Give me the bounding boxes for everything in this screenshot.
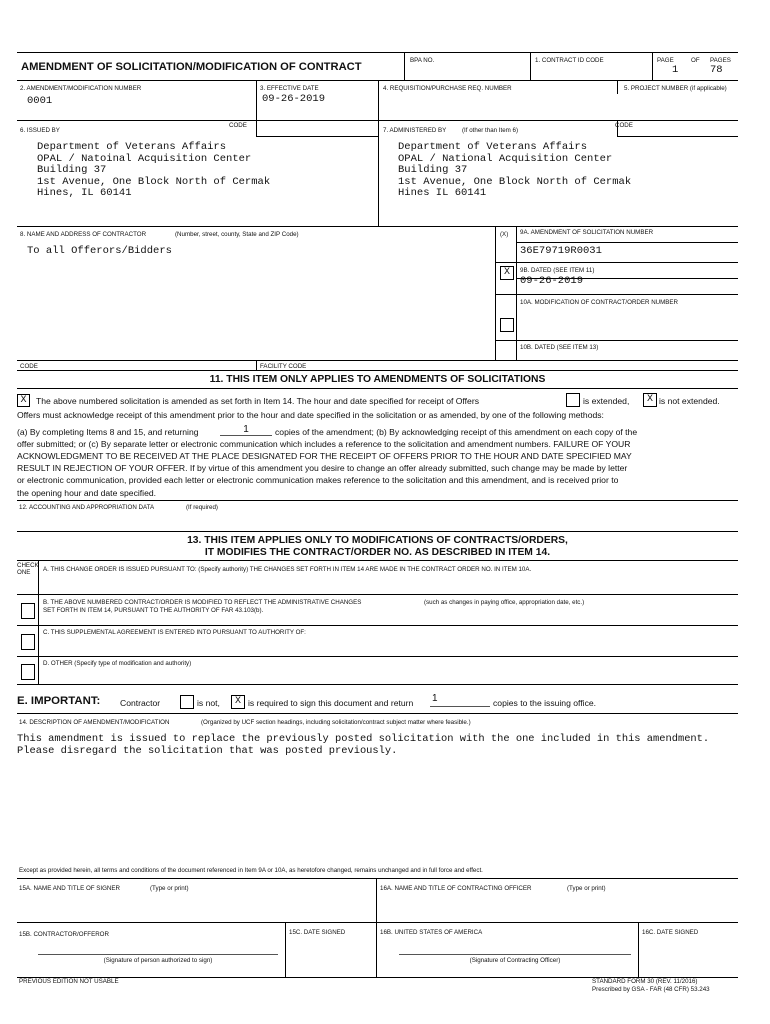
- item11-line3a: (a) By completing Items 8 and 15, and returning: [17, 427, 199, 437]
- important-copies-text: copies to the issuing office.: [493, 698, 597, 708]
- item11-line8: the opening hour and date specified.: [17, 488, 157, 498]
- contractor-field[interactable]: To all Offerors/Bidders: [27, 245, 172, 257]
- signer-note: (Type or print): [150, 885, 189, 892]
- issued-by-field[interactable]: Department of Veterans Affairs OPAL / Natoinal Acquisition Center Building 37 1st Avenue, One Block North of Cermak Hines, IL 60141: [37, 141, 271, 199]
- checkbox-not-extended[interactable]: X: [643, 393, 657, 407]
- description-label: 14. DESCRIPTION OF AMENDMENT/MODIFICATION: [19, 719, 170, 726]
- officer-note: (Type or print): [567, 885, 606, 892]
- item11-line2: Offers must acknowledge receipt of this amendment prior to the hour and date specified in the solicitation or as amended, by one of the following methods:: [17, 410, 604, 420]
- check-one-label: CHECK ONE: [17, 562, 39, 576]
- item13-heading2: IT MODIFIES THE CONTRACT/ORDER NO. AS DESCRIBED IN ITEM 14.: [204, 547, 551, 558]
- issued-code-label: CODE: [229, 122, 247, 129]
- item11-line5: ACKNOWLEDGMENT TO BE RECEIVED AT THE PLACE DESIGNATED FOR THE RECEIPT OF OFFERS PRIOR TO THE HOUR AND DATE SPECIFIED MAY: [17, 451, 632, 461]
- dated-10b-label: 10B. DATED (SEE ITEM 13): [520, 344, 599, 351]
- item11-line3b: copies of the amendment; (b) By acknowledging receipt of this amendment on each copy of the: [275, 427, 638, 437]
- important-label: E. IMPORTANT:: [17, 695, 101, 707]
- important-copies-field[interactable]: 1: [432, 693, 438, 704]
- option-b-text1: B. THE ABOVE NUMBERED CONTRACT/ORDER IS MODIFIED TO REFLECT THE ADMINISTRATIVE CHANGES: [43, 599, 362, 606]
- amendment-number-label: 2. AMENDMENT/MODIFICATION NUMBER: [20, 85, 142, 92]
- checkbox-9a[interactable]: X: [500, 266, 514, 280]
- item11-line7: or electronic communication, provided each letter or electronic communication makes reference to the solicitation and this amendment, and is received prior to: [17, 475, 619, 485]
- date-signed-16c: 16C. DATE SIGNED: [642, 929, 699, 936]
- signer-label: 15A. NAME AND TITLE OF SIGNER: [19, 885, 120, 892]
- signature-person-label: (Signature of person authorized to sign): [103, 957, 213, 964]
- project-number-label: 5. PROJECT NUMBER (if applicable): [624, 85, 727, 92]
- amend-sol-label: 9A. AMENDMENT OF SOLICITATION NUMBER: [520, 229, 654, 236]
- effective-date-field[interactable]: 09-26-2019: [262, 93, 326, 105]
- option-d-text: D. OTHER (Specify type of modification and authority): [43, 660, 192, 667]
- officer-label: 16A. NAME AND TITLE OF CONTRACTING OFFICER: [380, 885, 532, 892]
- description-note: (Organized by UCF section headings, including solicitation/contract subject matter where feasible.): [201, 719, 471, 726]
- dated-9b-label: 9B. DATED (SEE ITEM 11): [520, 267, 595, 274]
- option-c-text: C. THIS SUPPLEMENTAL AGREEMENT IS ENTERED INTO PURSUANT TO AUTHORITY OF:: [43, 629, 306, 636]
- checkbox-extended[interactable]: [566, 393, 580, 407]
- item11-line4: offer submitted; or (c) By separate letter or electronic communication which includes a reference to the solicitation and amendment numbers. FAILURE OF YOUR: [17, 439, 631, 449]
- accounting-note: (If required): [186, 504, 218, 511]
- copies-field[interactable]: 1: [243, 424, 249, 435]
- bpa-label: BPA NO.: [410, 57, 435, 64]
- date-signed-15c: 15C. DATE SIGNED: [289, 929, 346, 936]
- option-b-note: (such as changes in paying office, appropriation date, etc.): [424, 599, 585, 606]
- contractor-label: 8. NAME AND ADDRESS OF CONTRACTOR: [20, 231, 147, 238]
- accounting-label: 12. ACCOUNTING AND APPROPRIATION DATA: [19, 504, 155, 511]
- contract-id-label: 1. CONTRACT ID CODE: [535, 57, 604, 64]
- issued-by-label: 6. ISSUED BY: [20, 127, 60, 134]
- form-title: AMENDMENT OF SOLICITATION/MODIFICATION OF CONTRACT: [21, 61, 362, 73]
- item13-heading1: 13. THIS ITEM APPLIES ONLY TO MODIFICATIONS OF CONTRACTS/ORDERS,: [187, 535, 568, 546]
- contractor-note: (Number, street, county, State and ZIP Code): [175, 231, 299, 238]
- administered-by-field[interactable]: Department of Veterans Affairs OPAL / National Acquisition Center Building 37 1st Avenue, One Block North of Cermak Hines IL 60141: [398, 141, 632, 199]
- amended-text: The above numbered solicitation is amended as set forth in Item 14. The hour and date specified for receipt of Offers: [36, 396, 479, 406]
- description-field[interactable]: This amendment is issued to replace the previously posted solicitation with the one included in this amendment. Please disregard the solicitation that was posted previously.: [17, 733, 710, 757]
- page-label: PAGE: [657, 57, 674, 64]
- checkbox-amended[interactable]: X: [17, 394, 30, 407]
- mod-10a-label: 10A. MODIFICATION OF CONTRACT/ORDER NUMBER: [520, 299, 679, 306]
- option-b-text2: SET FORTH IN ITEM 14, PURSUANT TO THE AUTHORITY OF FAR 43.103(b).: [43, 607, 264, 614]
- standard-form: STANDARD FORM 30 (REV. 11/2016): [592, 978, 698, 985]
- of-label: OF: [691, 57, 700, 64]
- extended-text: is extended,: [583, 396, 630, 406]
- pages-label: PAGES: [710, 57, 731, 64]
- option-a-text: A. THIS CHANGE ORDER IS ISSUED PURSUANT TO: (Specify authority) THE CHANGES SET FORTH IN ITEM 14 ARE MADE IN THE CONTRACT ORDER NO. IN ITEM 10A.: [43, 566, 532, 573]
- checkbox-option-c[interactable]: [21, 634, 35, 650]
- prescribed-by: Prescribed by GSA - FAR (48 CFR) 53.243: [592, 986, 710, 993]
- important-is-not: is not,: [197, 698, 220, 708]
- dated-9b-field[interactable]: 09-26-2019: [520, 275, 584, 287]
- contractor-offeror-label: 15B. CONTRACTOR/OFFEROR: [19, 931, 109, 938]
- item11-heading: 11. THIS ITEM ONLY APPLIES TO AMENDMENTS OF SOLICITATIONS: [209, 374, 546, 385]
- item11-line6: RESULT IN REJECTION OF YOUR OFFER. If by virtue of this amendment you desire to change an offer already submitted, such change may be made by letter: [17, 463, 628, 473]
- checkbox-option-b[interactable]: [21, 603, 35, 619]
- page-value: 1: [672, 64, 679, 76]
- administered-code-label: CODE: [615, 122, 633, 129]
- x-column-label: (X): [500, 231, 509, 238]
- effective-date-label: 3. EFFECTIVE DATE: [260, 85, 319, 92]
- facility-code-label: FACILITY CODE: [260, 363, 307, 370]
- not-extended-text: is not extended.: [659, 396, 720, 406]
- previous-edition: PREVIOUS EDITION NOT USABLE: [19, 978, 119, 985]
- signature-officer-label: (Signature of Contracting Officer): [469, 957, 561, 964]
- administered-by-note: (If other than Item 6): [462, 127, 519, 134]
- administered-by-label: 7. ADMINISTERED BY: [383, 127, 447, 134]
- amendment-number-field[interactable]: 0001: [27, 95, 53, 107]
- requisition-label: 4. REQUISITION/PURCHASE REQ. NUMBER: [383, 85, 512, 92]
- except-text: Except as provided herein, all terms and conditions of the document referenced in Item 9A or 10A, as heretofore changed, remains unchanged and in full force and effect.: [19, 867, 483, 874]
- important-contractor: Contractor: [120, 698, 161, 708]
- pages-value: 78: [710, 64, 723, 76]
- checkbox-option-d[interactable]: [21, 664, 35, 680]
- amend-sol-field[interactable]: 36E79719R0031: [520, 245, 602, 257]
- checkbox-10a[interactable]: [500, 318, 514, 332]
- checkbox-is-required[interactable]: X: [231, 695, 245, 709]
- usa-label: 16B. UNITED STATES OF AMERICA: [380, 929, 483, 936]
- contractor-code-label: CODE: [20, 363, 38, 370]
- checkbox-is-not[interactable]: [180, 695, 194, 709]
- important-required-text: is required to sign this document and return: [248, 698, 414, 708]
